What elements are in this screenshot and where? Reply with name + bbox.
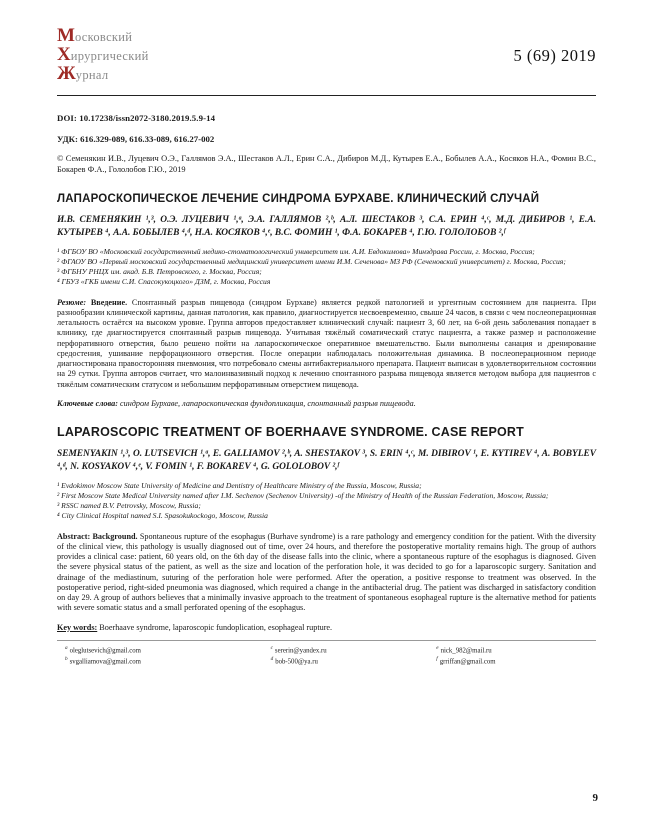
affiliation-en-1: ¹ Evdokimov Moscow State University of Medicine and Dentistry of Healthcare Ministry of the Russia, Moscow, Russia; [57,481,422,491]
authors-en: SEMENYAKIN ¹,³, O. LUTSEVICH ¹,ᵃ, E. GALLIAMOV ²,ᵇ, A. SHESTAKOV ³, S. ERIN ⁴,ᶜ, M. DIBIROV ¹, E. KYTIREV ⁴, A. BOBYLEV ⁴,ᵈ, N. KOSYAKOV ⁴,ᵉ, V. FOMIN ¹, F. BOKAREV ⁴, G. GOLOLOBOV ²,ᶠ [57,448,596,472]
affiliation-ru-1: ¹ ФГБОУ ВО «Московский государственный медико-стоматологический университет им. А.И. Евдокимова» Минздрава России, г. Москва, Россия; [57,247,535,257]
footnote-email-text-a: oleglutsevich@gmail.com [69,646,141,654]
keywords-en [57,623,596,632]
article-title-ru: ЛАПАРОСКОПИЧЕСКОЕ ЛЕЧЕНИЕ СИНДРОМА БУРХАВЕ. КЛИНИЧЕСКИЙ СЛУЧАЙ [57,192,540,205]
footnote-marker-d: d [270,655,274,662]
abstract-ru-intro: Введение. [90,297,128,307]
author-email-footnotes [57,640,596,666]
copyright-line: © Семенякин И.В., Луцевич О.Э., Галлямов Э.А., Шестаков А.Л., Ерин С.А., Дибиров М.Д., Кутырев Е.А., Бобылев А.А., Косяков Н.А., Фомин В.С., Бокарев Ф.А., Гололобов Г.Ю., 2019 [57,154,596,174]
abstract-ru [57,298,596,390]
issue-number: 5 (69) 2019 [513,46,596,65]
footnote-email-text-f: grriffan@gmail.com [439,658,496,666]
page-header [57,26,596,83]
logo-initial-m: М [57,25,75,46]
keywords-ru [57,399,596,408]
footnote-email-a [65,645,265,654]
logo-text-2: ирургический [70,49,149,63]
udc-line: УДК: 616.329-089, 616.33-089, 616.27-002 [57,134,215,144]
keywords-en-text: Boerhaave syndrome, laparoscopic fundoplication, esophageal rupture. [99,622,333,632]
abstract-ru-text: Спонтанный разрыв пищевода (синдром Бурхаве) является редкой патологией и ургентным состоянием для пациента. При разнообразии клинической картины, данная патология, как правило, диагностируется несвоевременно, свыше 24 часов, в связи с чем послеоперационная летальность остаётся на высоком уровне. Группа авторов предоставляет клинический случай: пациент З, 60 лет, на 6-ой день заболевания попадает в клинику, где диагностируется спонтанный разрыв пищевода. Учитывая тяжёлый соматический статус пациента, а также размер и расположение перфоративного отверстия, было решено пойти на лапароскопическое оперативное вмешательство. Были выполнены санация и дренирование средостения, ушивание перфорационного отверстия. После операции наблюдалась положительная динамика. В послеоперационном периоде диагностирована правосторонняя пневмония, что потребовало смены антибактериального препарата. Пациент выписан в удовлетворительном состоянии на 29 сутки. Группа авторов считает, что малоинвазивный подход к лечению спонтанного разрыва пищевода является методом выбора для пациентов с тяжёлым соматическим статусом и небольшим перфоративным отверстием пищевода. [57,297,597,389]
header-divider [57,95,596,96]
authors-ru: И.В. СЕМЕНЯКИН ¹,³, О.Э. ЛУЦЕВИЧ ¹,ᵃ, Э.А. ГАЛЛЯМОВ ²,ᵇ, А.Л. ШЕСТАКОВ ³, С.А. ЕРИН ⁴,ᶜ, М.Д. ДИБИРОВ ¹, Е.А. КУТЫРЕВ ⁴, А.А. БОБЫЛЕВ ⁴,ᵈ, Н.А. КОСЯКОВ ⁴,ᵉ, В.С. ФОМИН ¹, Ф.А. БОКАРЕВ ⁴, Г.Ю. ГОЛОЛОБОВ ²,ᶠ [57,214,596,238]
abstract-en-label: Abstract: [57,531,91,541]
footnote-email-text-d: bob-500@ya.ru [275,658,318,666]
affiliation-ru-4: ⁴ ГБУЗ «ГКБ имени С.И. Спасокукоцкого» ДЗМ, г. Москва, Россия [57,276,271,286]
page-number: 9 [592,792,598,804]
keywords-en-label: Key words: [57,622,98,632]
logo-line-2 [57,45,149,64]
footnote-marker-a: a [65,644,68,651]
logo-text-3: урнал [75,68,109,82]
footnote-marker-c: c [270,644,273,651]
abstract-en-intro: Background. [92,531,138,541]
logo-text-1: осковский [74,30,133,44]
footnote-email-d [271,656,431,665]
journal-logo [57,26,149,83]
footnote-email-f [436,656,596,665]
logo-line-3 [57,64,149,83]
footnote-email-e [436,645,596,654]
affiliation-ru-2: ² ФГАОУ ВО «Первый московский государственный медицинский университет имени И.М. Сеченова» МЗ РФ (Сеченовский университет) г. Москва, Россия; [57,257,566,267]
affiliation-ru-3: ³ ФГБНУ РНЦХ им. акад. Б.В. Петровского, г. Москва, Россия; [57,266,262,276]
logo-initial-h: Х [57,44,71,65]
abstract-ru-label: Резюме: [57,297,87,307]
article-title-en: LAPAROSCOPIC TREATMENT OF BOERHAAVE SYNDROME. CASE REPORT [57,424,524,439]
footnote-email-text-b: svgalliamova@gmail.com [69,658,141,666]
footnote-email-b [65,656,265,665]
affiliations-ru [57,247,596,286]
footnote-marker-b: b [65,655,68,662]
keywords-ru-label: Ключевые слова: [57,398,118,408]
logo-initial-zh: Ж [57,63,76,84]
keywords-ru-text: синдром Бурхаве, лапароскопическая фундопликация, спонтанный разрыв пищевода. [119,398,416,408]
abstract-en [57,532,596,614]
affiliations-en [57,481,596,520]
footnote-email-text-c: sererin@yandex.ru [274,646,327,654]
doi-line: DOI: 10.17238/issn2072-3180.2019.5.9-14 [57,113,216,123]
logo-line-1 [57,26,149,45]
affiliation-en-3: ³ RSSC named B.V. Petrovsky, Moscow, Russia; [57,501,201,510]
affiliation-en-4: ⁴ City Clinical Hospital named S.I. Spasokukockogo, Moscow, Russia [57,510,268,520]
footnote-email-text-e: nick_982@mail.ru [440,646,492,654]
footnote-email-c [271,645,431,654]
affiliation-en-2: ² First Moscow State Medical University named after I.M. Sechenov (Sechenov University) -of the Ministry of Health of the Russian Federation, Moscow, Russia; [57,491,549,501]
footnote-marker-f: f [436,655,438,662]
footnote-marker-e: e [436,644,439,651]
abstract-en-text: Spontaneous rupture of the esophagus (Burhave syndrome) is a rare pathology and emergency condition for the patient. With the diversity of the clinical view, this pathology is usually diagnosed out of time, over 24 hours, and therefore the postoperative mortality remains high. The group of authors provides a clinical case: patient, 60 years old, on the 6th day of the disease falls into the clinic, where a spontaneous rupture of the esophagus is diagnosed. Given the severe physical status of the patient, as well as the size and location of the perforation hole, it was decided to go for a laparoscopic surgery. Sanitation and drainage of the mediastinum, suturing of the perforation hole were performed. After the operation, a positive response to treatment was observed. In the postoperative period, right-sided pneumonia was diagnosed, which required a change in the antibacterial drug. The patient was discharged in satisfactory condition on day 29. A group of authors believes that a minimally invasive approach to the treatment of spontaneous esophageal rupture is the alternative method for patients with severe somatic status and a small perforated opening of the esophagus. [57,531,597,613]
